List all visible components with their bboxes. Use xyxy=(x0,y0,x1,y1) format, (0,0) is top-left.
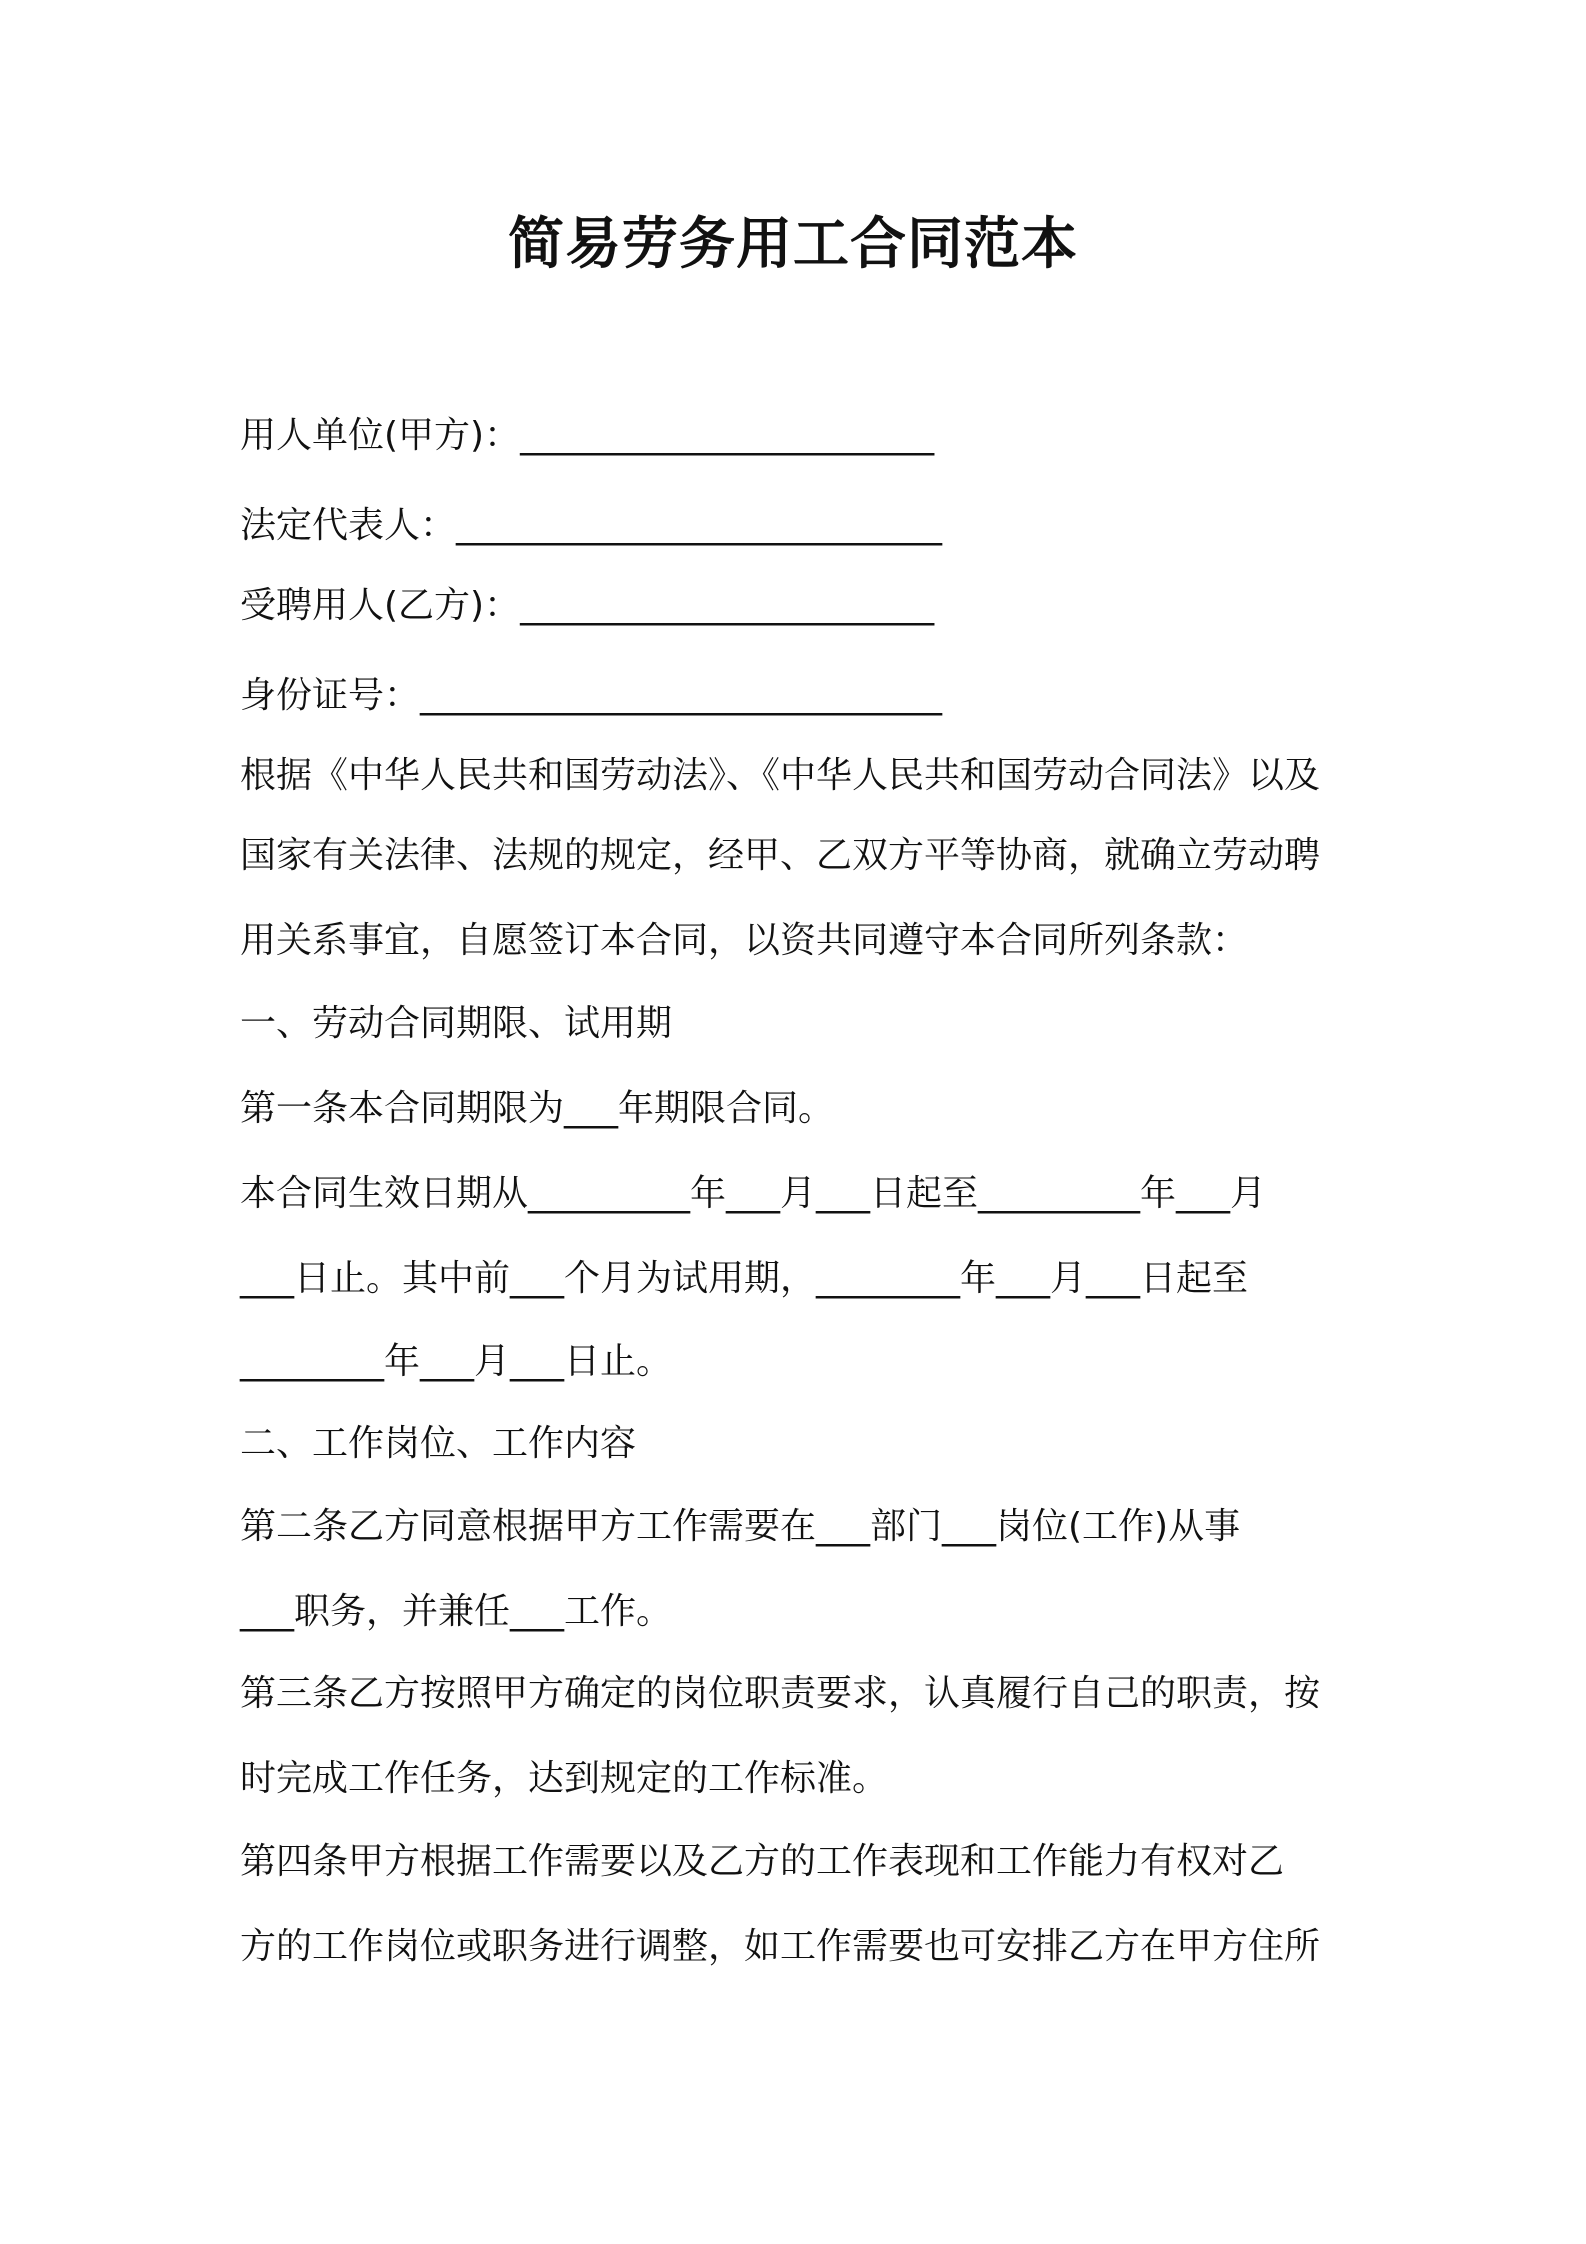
document-title: 简易劳务用工合同范本 xyxy=(508,212,1078,277)
paragraph-line: 国家有关法律、法规的规定，经甲、乙双方平等协商，就确立劳动聘 xyxy=(240,835,1321,876)
article-line: ___日止。其中前___个月为试用期，________年___月___日起至 xyxy=(240,1258,1249,1299)
article-line: 第一条本合同期限为___年期限合同。 xyxy=(240,1088,835,1129)
article-line: 第二条乙方同意根据甲方工作需要在___部门___岗位(工作)从事 xyxy=(240,1506,1241,1547)
field-legal-representative: 法定代表人：___________________________ xyxy=(240,505,943,546)
article-line: ___职务，并兼任___工作。 xyxy=(240,1591,673,1632)
paragraph-line: 根据《中华人民共和国劳动法》、《中华人民共和国劳动合同法》以及 xyxy=(240,755,1321,796)
article-line: ________年___月___日止。 xyxy=(240,1341,673,1382)
field-employee: 受聘用人(乙方)：_______________________ xyxy=(240,585,935,626)
field-id-number: 身份证号：_____________________________ xyxy=(240,675,943,716)
paragraph-line: 用关系事宜，自愿签订本合同，以资共同遵守本合同所列条款： xyxy=(240,920,1249,961)
article-line: 本合同生效日期从_________年___月___日起至_________年___月 xyxy=(240,1173,1267,1214)
section-heading: 一、劳动合同期限、试用期 xyxy=(240,1003,673,1044)
field-employer: 用人单位(甲方)：_______________________ xyxy=(240,415,935,456)
article-line: 第三条乙方按照甲方确定的岗位职责要求，认真履行自己的职责，按 xyxy=(240,1673,1321,1714)
article-line: 时完成工作任务，达到规定的工作标准。 xyxy=(240,1758,889,1799)
section-heading: 二、工作岗位、工作内容 xyxy=(240,1423,637,1464)
article-line: 第四条甲方根据工作需要以及乙方的工作表现和工作能力有权对乙 xyxy=(240,1841,1285,1882)
article-line: 方的工作岗位或职务进行调整，如工作需要也可安排乙方在甲方住所 xyxy=(240,1926,1321,1967)
